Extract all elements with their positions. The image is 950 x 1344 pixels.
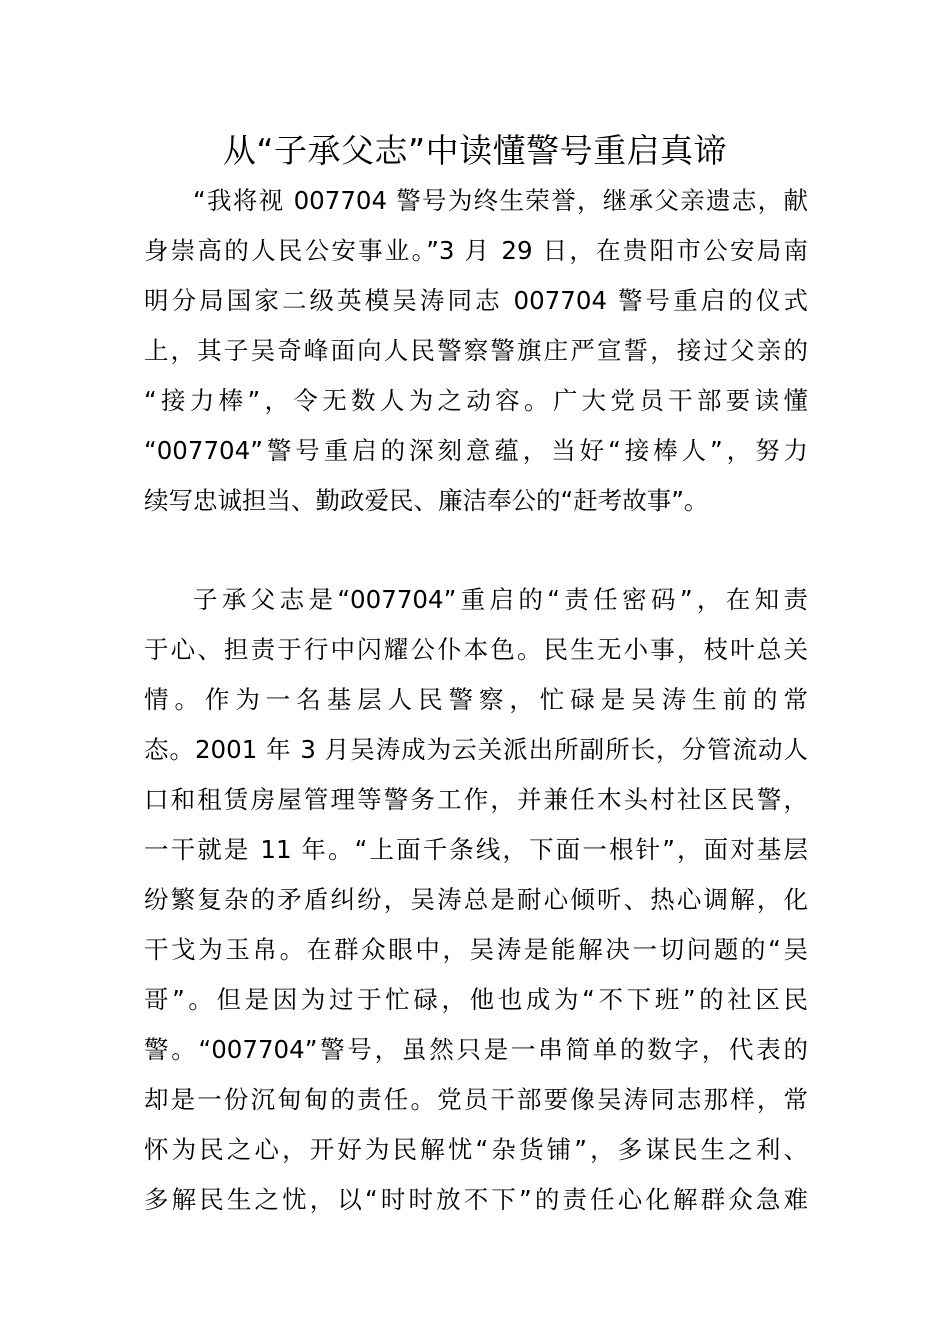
paragraph-line: 口和租赁房屋管理等警务工作，并兼任木头村社区民警， bbox=[144, 785, 808, 814]
paragraph-line: 于心、担责于行中闪耀公仆本色。民生无小事，枝叶总关 bbox=[144, 635, 808, 664]
paragraph-line: 子承父志是“007704”重启的“责任密码”，在知责 bbox=[193, 585, 808, 614]
paragraph-line: 多解民生之忧，以“时时放不下”的责任心化解群众急难 bbox=[144, 1185, 808, 1214]
document-title: 从“子承父志”中读懂警号重启真谛 bbox=[222, 131, 728, 170]
paragraph-line: 态。2001 年 3 月吴涛成为云关派出所副所长，分管流动人 bbox=[144, 735, 808, 764]
paragraph-line: 身崇高的人民公安事业。”3 月 29 日，在贵阳市公安局南 bbox=[144, 236, 808, 265]
paragraph-2 bbox=[144, 575, 808, 1225]
paragraph-line: 怀为民之心，开好为民解忧“杂货铺”，多谋民生之利、 bbox=[144, 1135, 808, 1164]
paragraph-line: 上，其子吴奇峰面向人民警察警旗庄严宣誓，接过父亲的 bbox=[144, 336, 808, 365]
paragraph-line: 情。作为一名基层人民警察，忙碌是吴涛生前的常 bbox=[144, 685, 808, 714]
paragraph-line: 警。“007704”警号，虽然只是一串简单的数字，代表的 bbox=[144, 1035, 808, 1064]
paragraph-line: “我将视 007704 警号为终生荣誉，继承父亲遗志，献 bbox=[193, 186, 808, 215]
paragraph-line: 干戈为玉帛。在群众眼中，吴涛是能解决一切问题的“吴 bbox=[144, 935, 808, 964]
paragraph-line: 纷繁复杂的矛盾纠纷，吴涛总是耐心倾听、热心调解，化 bbox=[144, 885, 808, 914]
paragraph-line: “007704”警号重启的深刻意蕴，当好“接棒人”，努力 bbox=[144, 436, 808, 465]
paragraph-line: 一干就是 11 年。“上面千条线，下面一根针”，面对基层 bbox=[144, 835, 808, 864]
paragraph-line: 续写忠诚担当、勤政爱民、廉洁奉公的“赶考故事”。 bbox=[144, 486, 709, 515]
paragraph-line: 却是一份沉甸甸的责任。党员干部要像吴涛同志那样，常 bbox=[144, 1085, 808, 1114]
paragraph-line: “接力棒”，令无数人为之动容。广大党员干部要读懂 bbox=[144, 386, 808, 415]
paragraph-1 bbox=[144, 176, 808, 526]
paragraph-line: 明分局国家二级英模吴涛同志 007704 警号重启的仪式 bbox=[144, 286, 808, 315]
paragraph-line: 哥”。但是因为过于忙碌，他也成为“不下班”的社区民 bbox=[144, 985, 808, 1014]
